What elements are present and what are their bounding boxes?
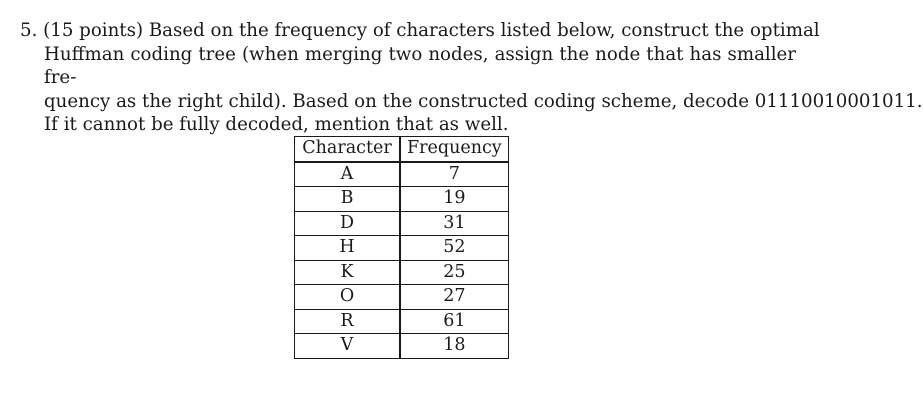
problem-text-line-4: If it cannot be fully decoded, mention that as well. xyxy=(44,114,509,135)
frequency-cell: 61 xyxy=(400,309,508,334)
header-frequency: Frequency xyxy=(400,137,508,162)
problem-line-1 xyxy=(20,19,820,43)
frequency-cell: 27 xyxy=(400,285,508,310)
problem-text-line-3: quency as the right child). Based on the constructed coding scheme, decode 01110010001011. xyxy=(44,90,923,112)
character-cell: D xyxy=(295,211,401,236)
problem-number: 5. xyxy=(20,20,38,41)
problem-text-line-2: Huffman coding tree (when merging two nodes, assign the node that has smaller fre- xyxy=(44,43,796,88)
table-row xyxy=(295,162,509,187)
table-row xyxy=(295,334,509,359)
frequency-cell: 52 xyxy=(400,236,508,261)
frequency-cell: 31 xyxy=(400,211,508,236)
table-row xyxy=(295,260,509,285)
table-header-row xyxy=(295,137,509,162)
problem-text-line-1: (15 points) Based on the frequency of characters listed below, construct the optimal xyxy=(43,20,820,41)
character-cell: O xyxy=(295,285,401,310)
table-row xyxy=(295,211,509,236)
frequency-cell: 7 xyxy=(400,162,508,187)
table-row xyxy=(295,236,509,261)
frequency-cell: 18 xyxy=(400,334,508,359)
character-cell: A xyxy=(295,162,401,187)
frequency-cell: 19 xyxy=(400,187,508,212)
frequency-cell: 25 xyxy=(400,260,508,285)
problem-statement xyxy=(20,19,923,137)
character-cell: K xyxy=(295,260,401,285)
table-row xyxy=(295,309,509,334)
character-cell: B xyxy=(295,187,401,212)
character-cell: V xyxy=(295,334,401,359)
header-character: Character xyxy=(295,137,401,162)
character-cell: H xyxy=(295,236,401,261)
character-cell: R xyxy=(295,309,401,334)
table-row xyxy=(295,285,509,310)
frequency-table xyxy=(294,136,509,359)
table-row xyxy=(295,187,509,212)
